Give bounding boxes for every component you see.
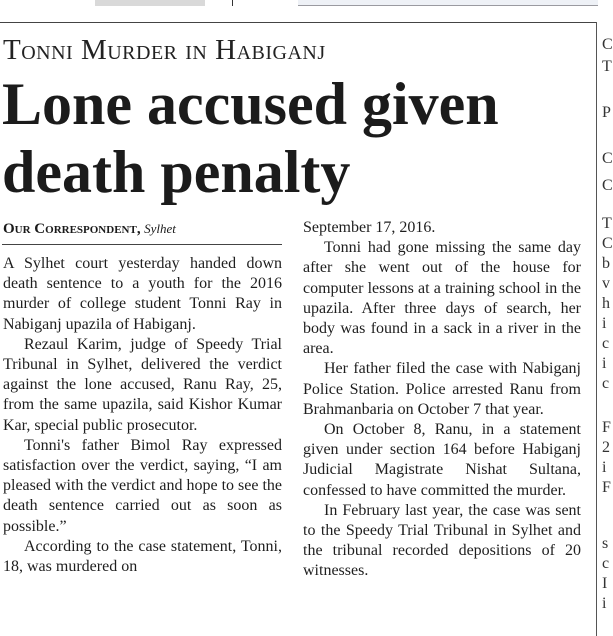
adjacent-frame: [298, 0, 598, 6]
paragraph: Tonni had gone missing the same day after she went out of the house for computer lessons at a training school in the upazila. After three days of search, her body was found in a sack in a river in the area.: [303, 239, 581, 358]
adjacent-article-edge: [596, 22, 613, 636]
top-rule: [0, 22, 596, 23]
adjacent-letter: I: [602, 575, 608, 592]
adjacent-letter: F: [602, 479, 611, 496]
paragraph: Rezaul Karim, judge of Speedy Trial Tribunal in Sylhet, delivered the verdict against the lone accused, Ranu Ray, 25, from the same upazila, said Kishor Kumar Kar, special public prosecutor.: [3, 335, 282, 434]
byline: [3, 221, 176, 238]
paragraph: Her father filed the case with Nabiganj Police Station. Police arrested Ranu from Brahmanbaria on October 7 that year.: [303, 360, 581, 418]
adjacent-letter: T: [602, 215, 612, 232]
article-kicker: Tonni Murder in Habiganj: [3, 34, 326, 66]
adjacent-letter: 2: [602, 439, 610, 456]
adjacent-letter: c: [602, 335, 610, 352]
byline-place: Sylhet: [144, 221, 176, 236]
article-column-1: [3, 254, 282, 577]
adjacent-letter: h: [602, 295, 610, 312]
paragraph: In February last year, the case was sent to the Speedy Trial Tribunal in Sylhet and the tribunal recorded depositions of 20 witnesses.: [303, 501, 581, 580]
adjacent-letter: v: [602, 275, 610, 292]
adjacent-letter: C: [602, 150, 613, 167]
adjacent-letter: s: [602, 535, 609, 552]
paragraph: Tonni's father Bimol Ray expressed satisfaction over the verdict, saying, “I am pleased with the verdict and hope to see the death sentence carried out as soon as possible.”: [3, 436, 283, 535]
adjacent-letter: C: [602, 177, 613, 194]
adjacent-letter: T: [602, 58, 612, 75]
paragraph: A Sylhet court yesterday handed down death sentence to a youth for the 2016 murder of college student Tonni Ray in Nabiganj upazila of Habiganj.: [3, 255, 282, 333]
paragraph: September 17, 2016.: [303, 219, 436, 236]
divider-tick: [232, 0, 233, 6]
byline-author: Our Correspondent,: [3, 221, 141, 237]
adjacent-letter: i: [602, 355, 607, 372]
paragraph: On October 8, Ranu, in a statement given under section 164 before Habiganj Judicial Magistrate Nishat Sultana, confessed to have committed the murder.: [303, 421, 581, 499]
adjacent-letter: F: [602, 419, 611, 436]
adjacent-letter: c: [602, 375, 610, 392]
adjacent-letter: C: [602, 36, 613, 53]
masthead-remnant: [95, 0, 205, 6]
adjacent-letter: C: [602, 235, 613, 252]
adjacent-letter: c: [602, 555, 610, 572]
article-headline: Lone accused given death penalty: [2, 71, 499, 205]
byline-rule: [2, 244, 282, 245]
adjacent-letter: i: [602, 459, 607, 476]
adjacent-letter: b: [602, 255, 610, 272]
top-strip: [0, 0, 607, 22]
paragraph: According to the case statement, Tonni, 18, was murdered on: [3, 537, 282, 576]
adjacent-letter: i: [602, 315, 607, 332]
article-column-2: [303, 218, 581, 582]
adjacent-letter: P: [602, 104, 611, 121]
adjacent-letter: i: [602, 595, 607, 612]
